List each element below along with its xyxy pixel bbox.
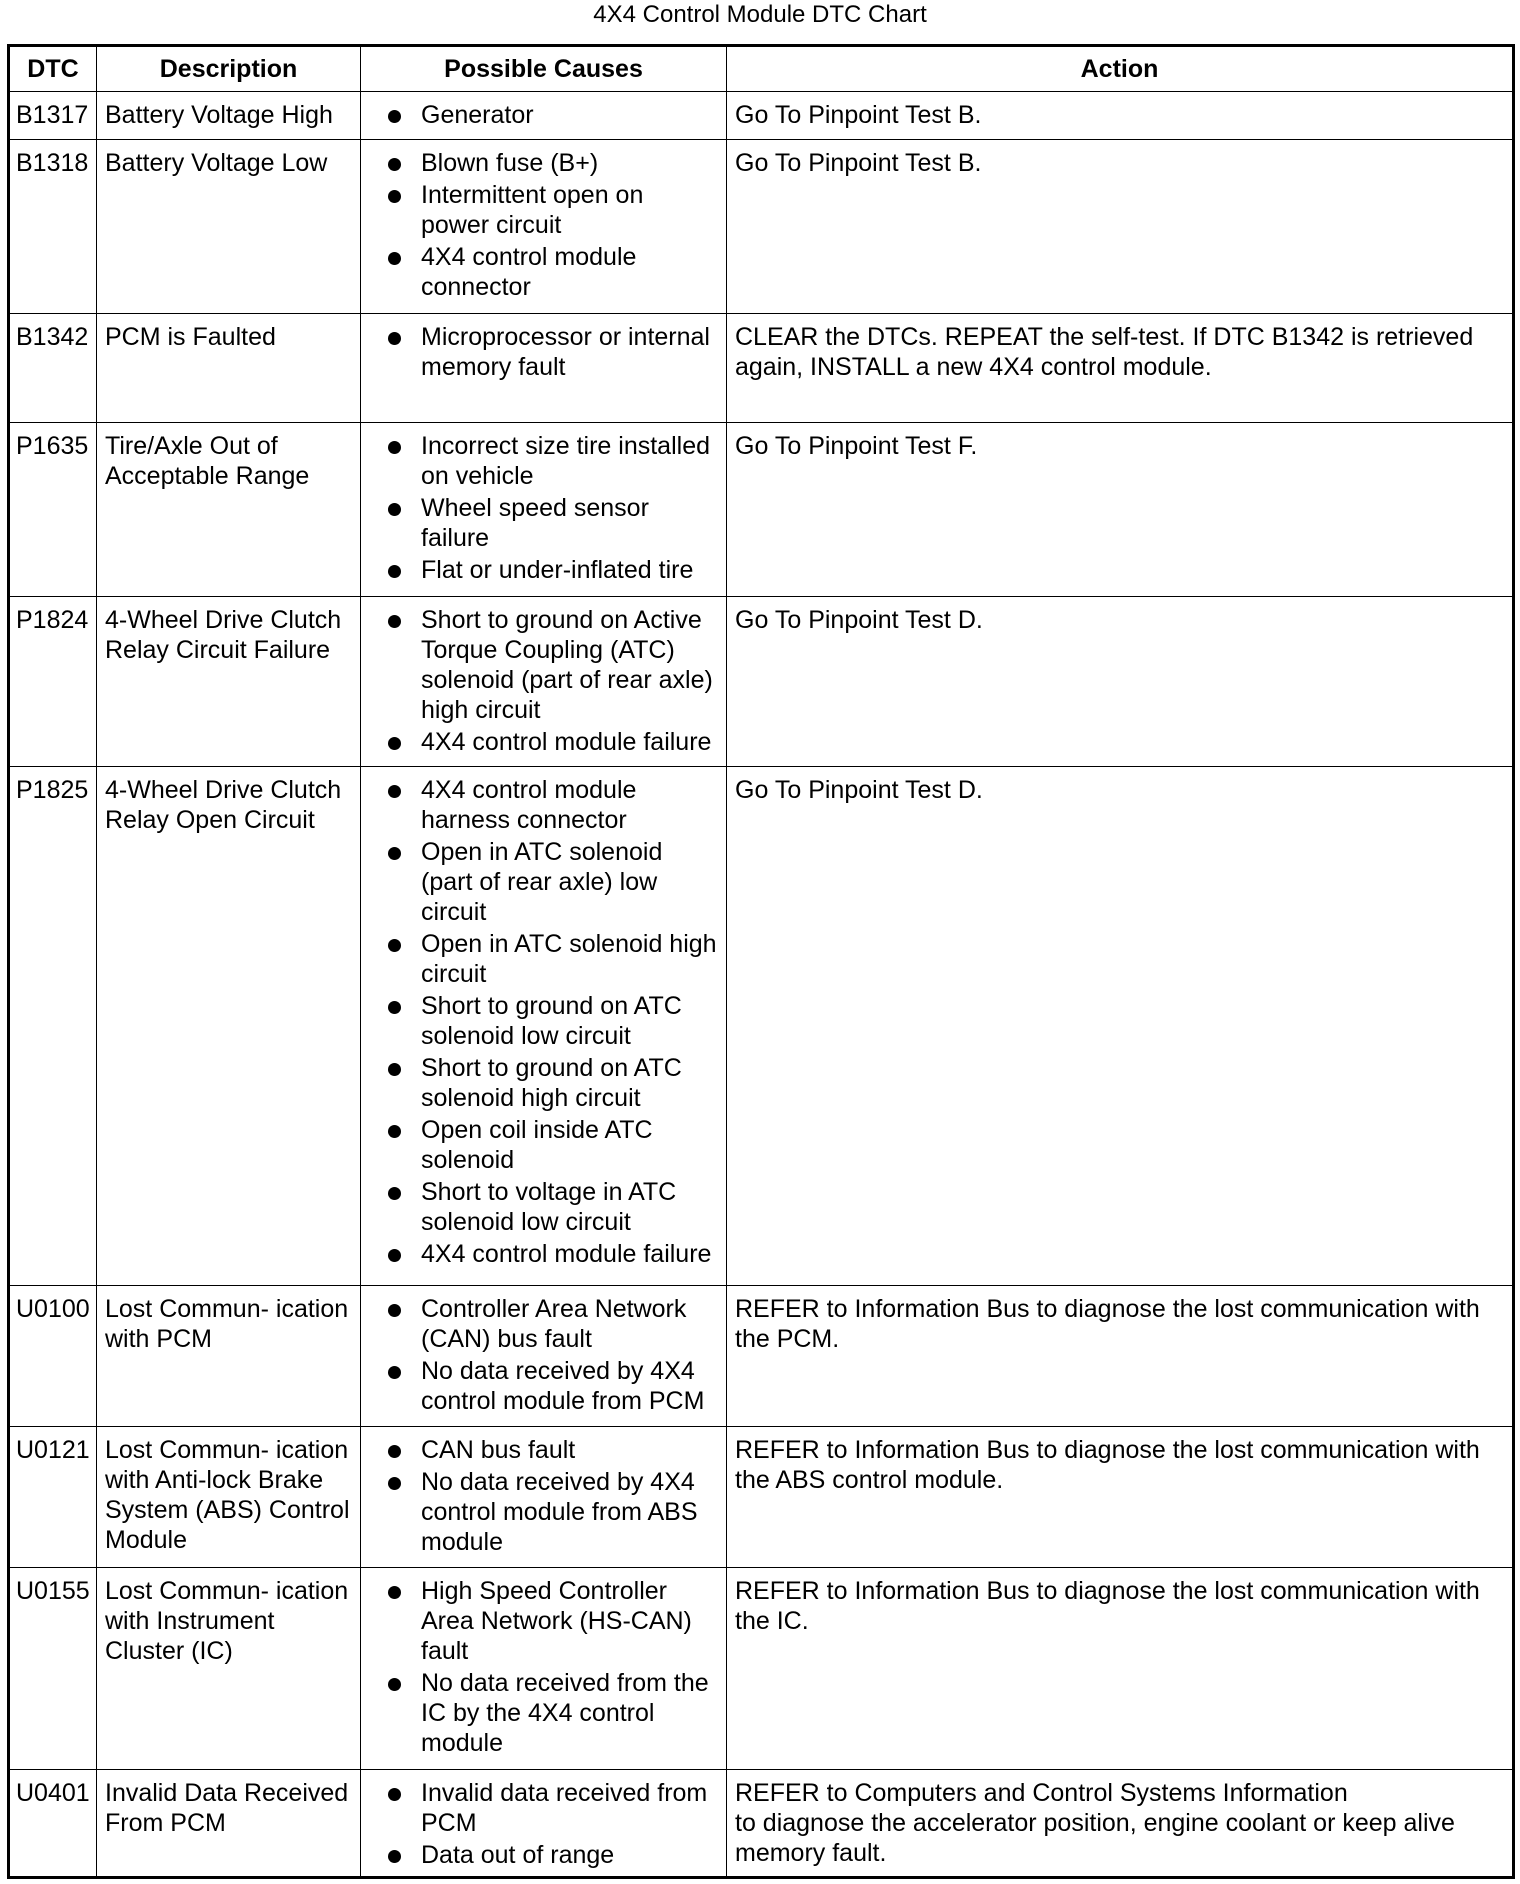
cause-item: Blown fuse (B+) — [369, 148, 718, 178]
possible-causes — [361, 422, 727, 596]
dtc-code: U0401 — [9, 1769, 97, 1877]
causes-list — [369, 605, 718, 757]
cause-item: Short to ground on ATC solenoid high circuit — [369, 1053, 718, 1113]
dtc-description: Battery Voltage High — [97, 92, 361, 140]
dtc-description: Invalid Data Received From PCM — [97, 1769, 361, 1877]
possible-causes — [361, 1769, 727, 1877]
table-header-row — [9, 46, 1514, 92]
cause-item: Open in ATC solenoid (part of rear axle) low circuit — [369, 837, 718, 927]
dtc-description: PCM is Faulted — [97, 314, 361, 422]
possible-causes — [361, 767, 727, 1285]
dtc-description: 4-Wheel Drive Clutch Relay Circuit Failure — [97, 597, 361, 767]
cause-item: 4X4 control module failure — [369, 1239, 718, 1269]
possible-causes — [361, 92, 727, 140]
action: Go To Pinpoint Test B. — [727, 140, 1514, 314]
table-row — [9, 597, 1514, 767]
cause-item: Controller Area Network (CAN) bus fault — [369, 1294, 718, 1354]
cause-item: Microprocessor or internal memory fault — [369, 322, 718, 382]
possible-causes — [361, 314, 727, 422]
cause-item: No data received by 4X4 control module from PCM — [369, 1356, 718, 1416]
cause-item: 4X4 control module connector — [369, 242, 718, 302]
table-body — [9, 92, 1514, 1878]
cause-item: Invalid data received from PCM — [369, 1778, 718, 1838]
dtc-description: Lost Commun- ication with PCM — [97, 1285, 361, 1426]
causes-list — [369, 322, 718, 382]
table-row — [9, 140, 1514, 314]
possible-causes — [361, 1285, 727, 1426]
cause-item: Open in ATC solenoid high circuit — [369, 929, 718, 989]
action: Go To Pinpoint Test F. — [727, 422, 1514, 596]
cause-item: 4X4 control module harness connector — [369, 775, 718, 835]
cause-item: Data out of range — [369, 1840, 718, 1870]
dtc-description: Lost Commun- ication with Anti-lock Brake System (ABS) Control Module — [97, 1426, 361, 1567]
dtc-code: U0100 — [9, 1285, 97, 1426]
dtc-description: Tire/Axle Out of Acceptable Range — [97, 422, 361, 596]
cause-item: Open coil inside ATC solenoid — [369, 1115, 718, 1175]
table-row — [9, 1568, 1514, 1769]
dtc-code: B1342 — [9, 314, 97, 422]
causes-list — [369, 148, 718, 302]
table-row — [9, 1769, 1514, 1877]
dtc-description: 4-Wheel Drive Clutch Relay Open Circuit — [97, 767, 361, 1285]
possible-causes — [361, 1426, 727, 1567]
dtc-code: B1318 — [9, 140, 97, 314]
action: CLEAR the DTCs. REPEAT the self-test. If DTC B1342 is retrieved again, INSTALL a new 4X4 control module. — [727, 314, 1514, 422]
cause-item: High Speed Controller Area Network (HS-CAN) fault — [369, 1576, 718, 1666]
cause-item: Short to voltage in ATC solenoid low circuit — [369, 1177, 718, 1237]
page-title: 4X4 Control Module DTC Chart — [593, 1, 927, 28]
cause-item: No data received by 4X4 control module from ABS module — [369, 1467, 718, 1557]
action: Go To Pinpoint Test D. — [727, 597, 1514, 767]
causes-list — [369, 1294, 718, 1416]
cause-item: CAN bus fault — [369, 1435, 718, 1465]
possible-causes — [361, 140, 727, 314]
table-row — [9, 422, 1514, 596]
table-row — [9, 767, 1514, 1285]
cause-item: Wheel speed sensor failure — [369, 493, 718, 553]
causes-list — [369, 1435, 718, 1557]
dtc-code: P1824 — [9, 597, 97, 767]
causes-list — [369, 100, 718, 130]
cause-item: Short to ground on ATC solenoid low circuit — [369, 991, 718, 1051]
action: Go To Pinpoint Test D. — [727, 767, 1514, 1285]
header-action: Action — [727, 46, 1514, 92]
dtc-description: Battery Voltage Low — [97, 140, 361, 314]
dtc-description: Lost Commun- ication with Instrument Cluster (IC) — [97, 1568, 361, 1769]
action: REFER to Information Bus to diagnose the lost communication with the PCM. — [727, 1285, 1514, 1426]
cause-item: Intermittent open on power circuit — [369, 180, 718, 240]
action: REFER to Information Bus to diagnose the lost communication with the IC. — [727, 1568, 1514, 1769]
header-description: Description — [97, 46, 361, 92]
causes-list — [369, 431, 718, 585]
dtc-code: B1317 — [9, 92, 97, 140]
table-row — [9, 1426, 1514, 1567]
action: REFER to Computers and Control Systems Information to diagnose the accelerator position, engine coolant or keep alive memory fault. — [727, 1769, 1514, 1877]
cause-item: 4X4 control module failure — [369, 727, 718, 757]
dtc-code: P1635 — [9, 422, 97, 596]
dtc-code: U0155 — [9, 1568, 97, 1769]
cause-item: Short to ground on Active Torque Coupling (ATC) solenoid (part of rear axle) high circuit — [369, 605, 718, 725]
header-dtc: DTC — [9, 46, 97, 92]
table-row — [9, 314, 1514, 422]
causes-list — [369, 1778, 718, 1870]
causes-list — [369, 1576, 718, 1758]
dtc-code: P1825 — [9, 767, 97, 1285]
table-row — [9, 92, 1514, 140]
action: REFER to Information Bus to diagnose the lost communication with the ABS control module. — [727, 1426, 1514, 1567]
cause-item: Flat or under-inflated tire — [369, 555, 718, 585]
possible-causes — [361, 1568, 727, 1769]
cause-item: No data received from the IC by the 4X4 control module — [369, 1668, 718, 1758]
causes-list — [369, 775, 718, 1269]
possible-causes — [361, 597, 727, 767]
table-row — [9, 1285, 1514, 1426]
dtc-table — [7, 44, 1515, 1879]
cause-item: Generator — [369, 100, 718, 130]
action: Go To Pinpoint Test B. — [727, 92, 1514, 140]
header-possible-causes: Possible Causes — [361, 46, 727, 92]
cause-item: Incorrect size tire installed on vehicle — [369, 431, 718, 491]
dtc-code: U0121 — [9, 1426, 97, 1567]
